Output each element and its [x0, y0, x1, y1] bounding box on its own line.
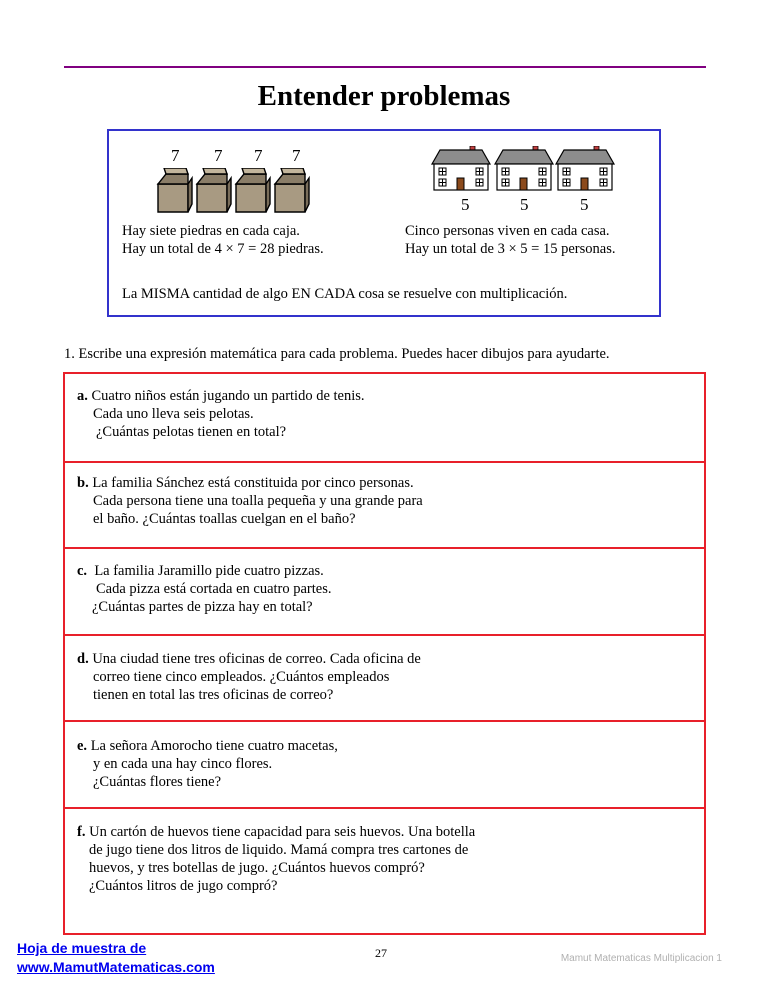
box-icon: [155, 168, 193, 214]
problem-line: Cada pizza está cortada en cuatro partes.: [96, 581, 332, 597]
intro-rule: La MISMA cantidad de algo EN CADA cosa se resuelve con multiplicación.: [122, 286, 568, 302]
problem-c: [77, 562, 332, 616]
problem-line: huevos, y tres botellas de jugo. ¿Cuántos huevos compró?: [89, 860, 425, 876]
problem-line: y en cada una hay cinco flores.: [93, 756, 273, 772]
divider: [63, 720, 706, 722]
divider: [63, 807, 706, 809]
problem-line: La familia Jaramillo pide cuatro pizzas.: [94, 563, 324, 579]
problem-line: La señora Amorocho tiene cuatro macetas,: [90, 738, 338, 754]
intro-stones-text: [122, 222, 324, 258]
box-icon: [272, 168, 310, 214]
problem-letter: a.: [77, 388, 88, 404]
house-count: 5: [461, 195, 470, 214]
problem-letter: b.: [77, 475, 89, 491]
box-icon: [194, 168, 232, 214]
house-icon: [493, 146, 555, 192]
divider: [63, 461, 706, 463]
box-count: 7: [254, 146, 263, 165]
problem-letter: c.: [77, 563, 88, 579]
problem-letter: f.: [77, 824, 86, 840]
problem-f: [77, 823, 475, 895]
page-number: 27: [375, 946, 387, 960]
problem-line: de jugo tiene dos litros de liquido. Mamá compra tres cartones de: [89, 842, 469, 858]
box-count: 7: [292, 146, 301, 165]
box-count: 7: [214, 146, 223, 165]
intro-line: Hay un total de 4 × 7 = 28 piedras.: [122, 241, 324, 257]
intro-people-text: [405, 222, 615, 258]
book-title-footer: Mamut Matematicas Multiplicacion 1: [560, 953, 722, 964]
problem-line: Cuatro niños están jugando un partido de tenis.: [91, 388, 365, 404]
intro-line: Cinco personas viven en cada casa.: [405, 223, 610, 239]
problem-line: ¿Cuántos litros de jugo compró?: [89, 878, 278, 894]
problem-line: tienen en total las tres oficinas de correo?: [93, 687, 334, 703]
problem-letter: d.: [77, 651, 89, 667]
house-count: 5: [520, 195, 529, 214]
problem-letter: e.: [77, 738, 88, 754]
problem-line: Cada uno lleva seis pelotas.: [93, 406, 254, 422]
problem-line: el baño. ¿Cuántas toallas cuelgan en el baño?: [93, 511, 356, 527]
box-count: 7: [171, 146, 180, 165]
problem-line: Un cartón de huevos tiene capacidad para seis huevos. Una botella: [89, 824, 476, 840]
house-icon: [430, 146, 492, 192]
link-line[interactable]: Hoja de muestra de: [17, 940, 147, 956]
problem-e: [77, 737, 338, 791]
instruction: 1. Escribe una expresión matemática para cada problema. Puedes hacer dibujos para ayudarte.: [64, 346, 610, 362]
problem-a: [77, 387, 365, 441]
problem-line: Cada persona tiene una toalla pequeña y una grande para: [93, 493, 423, 509]
problem-line: La familia Sánchez está constituida por cinco personas.: [92, 475, 414, 491]
intro-line: Hay un total de 3 × 5 = 15 personas.: [405, 241, 616, 257]
sample-sheet-link[interactable]: [17, 939, 215, 977]
problem-line: ¿Cuántas flores tiene?: [93, 774, 222, 790]
problem-d: [77, 650, 421, 704]
problem-line: correo tiene cinco empleados. ¿Cuántos empleados: [93, 669, 390, 685]
divider: [63, 547, 706, 549]
problem-line: ¿Cuántas pelotas tienen en total?: [96, 424, 287, 440]
title-rule: [64, 66, 706, 68]
house-count: 5: [580, 195, 589, 214]
box-icon: [233, 168, 271, 214]
intro-line: Hay siete piedras en cada caja.: [122, 223, 300, 239]
link-line[interactable]: www.MamutMatematicas.com: [17, 959, 215, 975]
house-icon: [554, 146, 616, 192]
page-title: Entender problemas: [257, 80, 511, 112]
problem-b: [77, 474, 423, 528]
problem-line: ¿Cuántas partes de pizza hay en total?: [92, 599, 313, 615]
divider: [63, 634, 706, 636]
problem-line: Una ciudad tiene tres oficinas de correo. Cada oficina de: [92, 651, 421, 667]
